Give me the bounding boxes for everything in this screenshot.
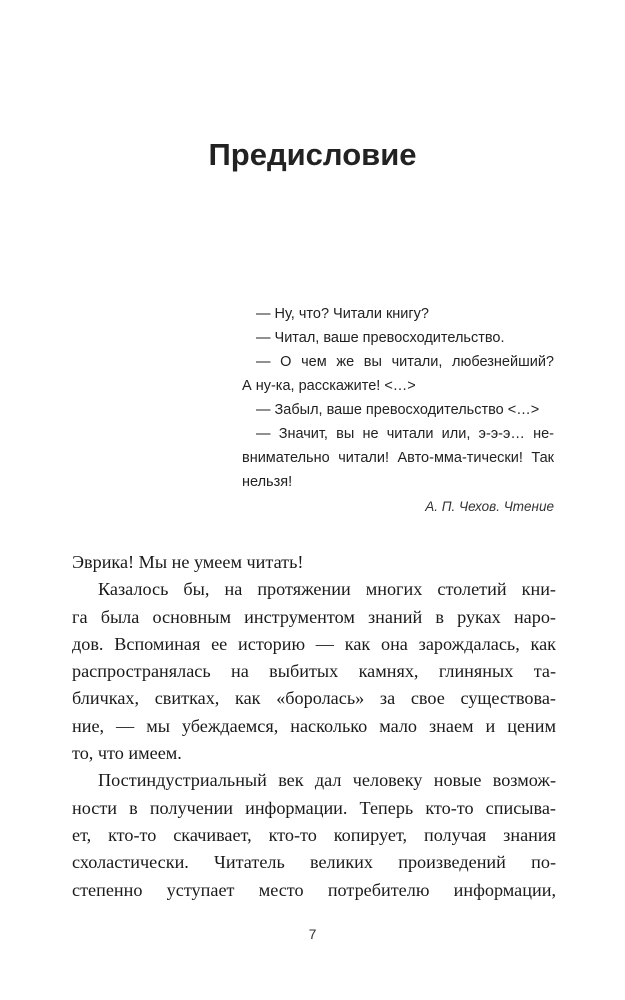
- body-line: ности в получении информации. Теперь кто-то списыва-: [72, 797, 556, 818]
- body-line: дов. Вспоминая ее историю — как она зарождалась, как: [72, 633, 556, 654]
- epigraph-line: — Читал, ваше превосходительство.: [256, 330, 505, 346]
- epigraph-line: А ну-ка, расскажите! <…>: [242, 378, 416, 394]
- epigraph-attribution: А. П. Чехов. Чтение: [425, 499, 554, 514]
- body-line: то, что имеем.: [72, 743, 182, 764]
- body-line: ние, — мы убеждаемся, насколько мало знаем и ценим: [72, 715, 556, 736]
- body-line: распространялась на выбитых камнях, глиняных та-: [72, 661, 556, 682]
- body-text: [72, 549, 556, 904]
- body-line: схоластически. Читатель великих произведений по-: [72, 852, 556, 873]
- body-line: степенно уступает место потребителю информации,: [72, 879, 556, 900]
- body-line: ет, кто-то скачивает, кто-то копирует, получая знания: [72, 824, 556, 845]
- body-line: Эврика! Мы не умеем читать!: [72, 552, 304, 572]
- body-line: бличках, свитках, как «боролась» за свое существова-: [72, 688, 556, 709]
- body-line: га была основным инструментом знаний в руках наро-: [72, 606, 556, 627]
- epigraph-line: — Ну, что? Читали книгу?: [256, 306, 429, 322]
- epigraph-line: нельзя!: [242, 474, 293, 490]
- epigraph: [242, 302, 554, 519]
- epigraph-line: внимательно читали! Авто-мма-тически! Так: [242, 450, 554, 466]
- epigraph-line: — Забыл, ваше превосходительство <…>: [256, 402, 540, 418]
- body-line: Постиндустриальный век дал человеку новые возмож-: [98, 770, 556, 791]
- epigraph-line: — О чем же вы читали, любезнейший?: [256, 354, 554, 370]
- page-number: 7: [308, 926, 317, 942]
- body-line: Казалось бы, на протяжении многих столетий кни-: [98, 579, 556, 600]
- chapter-title: Предисловие: [208, 136, 417, 172]
- epigraph-line: — Значит, вы не читали или, э-э-э… не-: [256, 426, 554, 442]
